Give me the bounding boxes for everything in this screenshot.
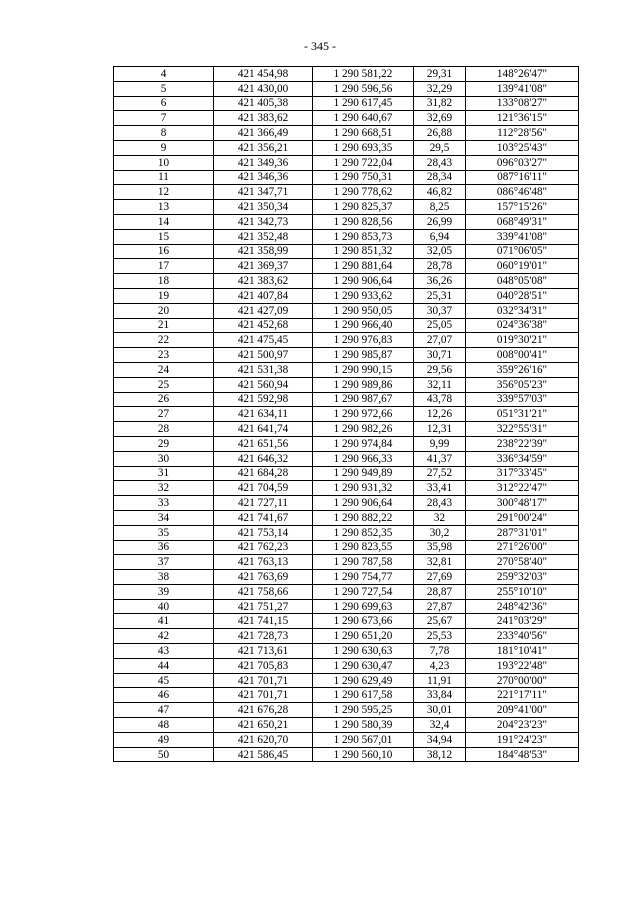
distance-cell: 25,05 bbox=[414, 318, 466, 333]
point-number-cell: 14 bbox=[114, 214, 214, 229]
x-coordinate-cell: 421 349,36 bbox=[214, 155, 313, 170]
x-coordinate-cell: 421 592,98 bbox=[214, 392, 313, 407]
x-coordinate-cell: 421 346,36 bbox=[214, 170, 313, 185]
table-row bbox=[114, 362, 579, 377]
distance-cell: 41,37 bbox=[414, 451, 466, 466]
y-coordinate-cell: 1 290 828,56 bbox=[313, 214, 414, 229]
x-coordinate-cell: 421 452,68 bbox=[214, 318, 313, 333]
x-coordinate-cell: 421 531,38 bbox=[214, 362, 313, 377]
point-number-cell: 35 bbox=[114, 525, 214, 540]
x-coordinate-cell: 421 405,38 bbox=[214, 96, 313, 111]
y-coordinate-cell: 1 290 989,86 bbox=[313, 377, 414, 392]
y-coordinate-cell: 1 290 640,67 bbox=[313, 111, 414, 126]
table-row bbox=[114, 170, 579, 185]
bearing-cell: 233°40'56" bbox=[466, 629, 579, 644]
bearing-cell: 051°31'21" bbox=[466, 407, 579, 422]
point-number-cell: 36 bbox=[114, 540, 214, 555]
bearing-cell: 087°16'11" bbox=[466, 170, 579, 185]
table-row bbox=[114, 333, 579, 348]
distance-cell: 27,52 bbox=[414, 466, 466, 481]
x-coordinate-cell: 421 352,48 bbox=[214, 229, 313, 244]
bearing-cell: 322°55'31" bbox=[466, 422, 579, 437]
point-number-cell: 9 bbox=[114, 140, 214, 155]
x-coordinate-cell: 421 763,13 bbox=[214, 555, 313, 570]
y-coordinate-cell: 1 290 596,56 bbox=[313, 81, 414, 96]
y-coordinate-cell: 1 290 630,63 bbox=[313, 644, 414, 659]
y-coordinate-cell: 1 290 630,47 bbox=[313, 658, 414, 673]
point-number-cell: 6 bbox=[114, 96, 214, 111]
table-row bbox=[114, 732, 579, 747]
point-number-cell: 26 bbox=[114, 392, 214, 407]
x-coordinate-cell: 421 705,83 bbox=[214, 658, 313, 673]
distance-cell: 9,99 bbox=[414, 436, 466, 451]
table-row bbox=[114, 525, 579, 540]
table-row bbox=[114, 244, 579, 259]
distance-cell: 33,84 bbox=[414, 688, 466, 703]
table-row bbox=[114, 510, 579, 525]
table-row bbox=[114, 718, 579, 733]
table-row bbox=[114, 599, 579, 614]
bearing-cell: 048°05'08" bbox=[466, 274, 579, 289]
distance-cell: 7,78 bbox=[414, 644, 466, 659]
y-coordinate-cell: 1 290 787,58 bbox=[313, 555, 414, 570]
y-coordinate-cell: 1 290 974,84 bbox=[313, 436, 414, 451]
point-number-cell: 15 bbox=[114, 229, 214, 244]
y-coordinate-cell: 1 290 727,54 bbox=[313, 584, 414, 599]
bearing-cell: 157°15'26" bbox=[466, 200, 579, 215]
distance-cell: 28,78 bbox=[414, 259, 466, 274]
y-coordinate-cell: 1 290 906,64 bbox=[313, 274, 414, 289]
point-number-cell: 42 bbox=[114, 629, 214, 644]
point-number-cell: 13 bbox=[114, 200, 214, 215]
table-row bbox=[114, 703, 579, 718]
bearing-cell: 209°41'00" bbox=[466, 703, 579, 718]
point-number-cell: 32 bbox=[114, 481, 214, 496]
bearing-cell: 270°58'40" bbox=[466, 555, 579, 570]
x-coordinate-cell: 421 586,45 bbox=[214, 747, 313, 762]
y-coordinate-cell: 1 290 990,15 bbox=[313, 362, 414, 377]
point-number-cell: 34 bbox=[114, 510, 214, 525]
table-row bbox=[114, 629, 579, 644]
distance-cell: 29,31 bbox=[414, 67, 466, 82]
point-number-cell: 5 bbox=[114, 81, 214, 96]
bearing-cell: 191°24'23" bbox=[466, 732, 579, 747]
bearing-cell: 300°48'17" bbox=[466, 496, 579, 511]
bearing-cell: 339°41'08" bbox=[466, 229, 579, 244]
x-coordinate-cell: 421 427,09 bbox=[214, 303, 313, 318]
bearing-cell: 241°03'29" bbox=[466, 614, 579, 629]
distance-cell: 25,67 bbox=[414, 614, 466, 629]
point-number-cell: 39 bbox=[114, 584, 214, 599]
y-coordinate-cell: 1 290 750,31 bbox=[313, 170, 414, 185]
y-coordinate-cell: 1 290 931,32 bbox=[313, 481, 414, 496]
point-number-cell: 29 bbox=[114, 436, 214, 451]
table-row bbox=[114, 644, 579, 659]
bearing-cell: 181°10'41" bbox=[466, 644, 579, 659]
bearing-cell: 086°46'48" bbox=[466, 185, 579, 200]
x-coordinate-cell: 421 701,71 bbox=[214, 688, 313, 703]
point-number-cell: 12 bbox=[114, 185, 214, 200]
distance-cell: 30,2 bbox=[414, 525, 466, 540]
distance-cell: 43,78 bbox=[414, 392, 466, 407]
y-coordinate-cell: 1 290 693,35 bbox=[313, 140, 414, 155]
x-coordinate-cell: 421 728,73 bbox=[214, 629, 313, 644]
bearing-cell: 291°00'24" bbox=[466, 510, 579, 525]
y-coordinate-cell: 1 290 853,73 bbox=[313, 229, 414, 244]
bearing-cell: 259°32'03" bbox=[466, 570, 579, 585]
table-row bbox=[114, 185, 579, 200]
distance-cell: 33,41 bbox=[414, 481, 466, 496]
x-coordinate-cell: 421 383,62 bbox=[214, 111, 313, 126]
table-row bbox=[114, 81, 579, 96]
y-coordinate-cell: 1 290 699,63 bbox=[313, 599, 414, 614]
point-number-cell: 4 bbox=[114, 67, 214, 82]
distance-cell: 30,71 bbox=[414, 348, 466, 363]
page-number: - 345 - bbox=[304, 39, 336, 53]
y-coordinate-cell: 1 290 580,39 bbox=[313, 718, 414, 733]
y-coordinate-cell: 1 290 966,33 bbox=[313, 451, 414, 466]
y-coordinate-cell: 1 290 882,22 bbox=[313, 510, 414, 525]
bearing-cell: 008°00'41" bbox=[466, 348, 579, 363]
table-row bbox=[114, 274, 579, 289]
x-coordinate-cell: 421 634,11 bbox=[214, 407, 313, 422]
distance-cell: 28,43 bbox=[414, 496, 466, 511]
table-row bbox=[114, 747, 579, 762]
table-row bbox=[114, 570, 579, 585]
y-coordinate-cell: 1 290 825,37 bbox=[313, 200, 414, 215]
point-number-cell: 25 bbox=[114, 377, 214, 392]
table-row bbox=[114, 67, 579, 82]
point-number-cell: 11 bbox=[114, 170, 214, 185]
x-coordinate-cell: 421 475,45 bbox=[214, 333, 313, 348]
distance-cell: 27,87 bbox=[414, 599, 466, 614]
x-coordinate-cell: 421 650,21 bbox=[214, 718, 313, 733]
point-number-cell: 48 bbox=[114, 718, 214, 733]
point-number-cell: 21 bbox=[114, 318, 214, 333]
point-number-cell: 40 bbox=[114, 599, 214, 614]
y-coordinate-cell: 1 290 595,25 bbox=[313, 703, 414, 718]
table-row bbox=[114, 214, 579, 229]
x-coordinate-cell: 421 347,71 bbox=[214, 185, 313, 200]
point-number-cell: 30 bbox=[114, 451, 214, 466]
table-row bbox=[114, 200, 579, 215]
distance-cell: 28,34 bbox=[414, 170, 466, 185]
table-row bbox=[114, 422, 579, 437]
distance-cell: 4,23 bbox=[414, 658, 466, 673]
table-row bbox=[114, 96, 579, 111]
distance-cell: 31,82 bbox=[414, 96, 466, 111]
bearing-cell: 356°05'23" bbox=[466, 377, 579, 392]
bearing-cell: 287°31'01" bbox=[466, 525, 579, 540]
point-number-cell: 19 bbox=[114, 288, 214, 303]
x-coordinate-cell: 421 713,61 bbox=[214, 644, 313, 659]
point-number-cell: 8 bbox=[114, 126, 214, 141]
table-row bbox=[114, 303, 579, 318]
point-number-cell: 31 bbox=[114, 466, 214, 481]
point-number-cell: 7 bbox=[114, 111, 214, 126]
x-coordinate-cell: 421 342,73 bbox=[214, 214, 313, 229]
distance-cell: 36,26 bbox=[414, 274, 466, 289]
table-row bbox=[114, 229, 579, 244]
x-coordinate-cell: 421 701,71 bbox=[214, 673, 313, 688]
bearing-cell: 248°42'36" bbox=[466, 599, 579, 614]
x-coordinate-cell: 421 358,99 bbox=[214, 244, 313, 259]
bearing-cell: 270°00'00" bbox=[466, 673, 579, 688]
x-coordinate-cell: 421 727,11 bbox=[214, 496, 313, 511]
distance-cell: 28,43 bbox=[414, 155, 466, 170]
x-coordinate-cell: 421 366,49 bbox=[214, 126, 313, 141]
point-number-cell: 37 bbox=[114, 555, 214, 570]
y-coordinate-cell: 1 290 823,55 bbox=[313, 540, 414, 555]
table-body bbox=[114, 67, 579, 762]
table-row bbox=[114, 658, 579, 673]
y-coordinate-cell: 1 290 982,26 bbox=[313, 422, 414, 437]
bearing-cell: 040°28'51" bbox=[466, 288, 579, 303]
distance-cell: 32,29 bbox=[414, 81, 466, 96]
point-number-cell: 22 bbox=[114, 333, 214, 348]
point-number-cell: 41 bbox=[114, 614, 214, 629]
y-coordinate-cell: 1 290 950,05 bbox=[313, 303, 414, 318]
distance-cell: 32 bbox=[414, 510, 466, 525]
table-row bbox=[114, 584, 579, 599]
bearing-cell: 336°34'59" bbox=[466, 451, 579, 466]
x-coordinate-cell: 421 350,34 bbox=[214, 200, 313, 215]
distance-cell: 30,01 bbox=[414, 703, 466, 718]
y-coordinate-cell: 1 290 972,66 bbox=[313, 407, 414, 422]
y-coordinate-cell: 1 290 617,45 bbox=[313, 96, 414, 111]
table-row bbox=[114, 614, 579, 629]
table-row bbox=[114, 466, 579, 481]
bearing-cell: 255°10'10" bbox=[466, 584, 579, 599]
distance-cell: 6,94 bbox=[414, 229, 466, 244]
y-coordinate-cell: 1 290 933,62 bbox=[313, 288, 414, 303]
distance-cell: 25,31 bbox=[414, 288, 466, 303]
table-row bbox=[114, 140, 579, 155]
point-number-cell: 43 bbox=[114, 644, 214, 659]
x-coordinate-cell: 421 758,66 bbox=[214, 584, 313, 599]
y-coordinate-cell: 1 290 985,87 bbox=[313, 348, 414, 363]
table-row bbox=[114, 111, 579, 126]
y-coordinate-cell: 1 290 852,35 bbox=[313, 525, 414, 540]
x-coordinate-cell: 421 620,70 bbox=[214, 732, 313, 747]
point-number-cell: 20 bbox=[114, 303, 214, 318]
table-row bbox=[114, 496, 579, 511]
y-coordinate-cell: 1 290 651,20 bbox=[313, 629, 414, 644]
table-row bbox=[114, 348, 579, 363]
bearing-cell: 032°34'31" bbox=[466, 303, 579, 318]
x-coordinate-cell: 421 762,23 bbox=[214, 540, 313, 555]
bearing-cell: 068°49'31" bbox=[466, 214, 579, 229]
distance-cell: 27,07 bbox=[414, 333, 466, 348]
bearing-cell: 096°03'27" bbox=[466, 155, 579, 170]
distance-cell: 12,31 bbox=[414, 422, 466, 437]
y-coordinate-cell: 1 290 976,83 bbox=[313, 333, 414, 348]
bearing-cell: 238°22'39" bbox=[466, 436, 579, 451]
distance-cell: 32,69 bbox=[414, 111, 466, 126]
distance-cell: 8,25 bbox=[414, 200, 466, 215]
distance-cell: 11,91 bbox=[414, 673, 466, 688]
point-number-cell: 47 bbox=[114, 703, 214, 718]
bearing-cell: 317°33'45" bbox=[466, 466, 579, 481]
point-number-cell: 33 bbox=[114, 496, 214, 511]
point-number-cell: 23 bbox=[114, 348, 214, 363]
distance-cell: 34,94 bbox=[414, 732, 466, 747]
y-coordinate-cell: 1 290 673,66 bbox=[313, 614, 414, 629]
x-coordinate-cell: 421 500,97 bbox=[214, 348, 313, 363]
x-coordinate-cell: 421 383,62 bbox=[214, 274, 313, 289]
y-coordinate-cell: 1 290 560,10 bbox=[313, 747, 414, 762]
table-row bbox=[114, 155, 579, 170]
table-row bbox=[114, 555, 579, 570]
table-row bbox=[114, 318, 579, 333]
x-coordinate-cell: 421 369,37 bbox=[214, 259, 313, 274]
bearing-cell: 019°30'21" bbox=[466, 333, 579, 348]
x-coordinate-cell: 421 741,67 bbox=[214, 510, 313, 525]
x-coordinate-cell: 421 676,28 bbox=[214, 703, 313, 718]
bearing-cell: 312°22'47" bbox=[466, 481, 579, 496]
table-row bbox=[114, 126, 579, 141]
x-coordinate-cell: 421 704,59 bbox=[214, 481, 313, 496]
point-number-cell: 28 bbox=[114, 422, 214, 437]
coordinates-table bbox=[113, 66, 579, 762]
distance-cell: 29,5 bbox=[414, 140, 466, 155]
distance-cell: 29,56 bbox=[414, 362, 466, 377]
distance-cell: 32,11 bbox=[414, 377, 466, 392]
x-coordinate-cell: 421 751,27 bbox=[214, 599, 313, 614]
point-number-cell: 10 bbox=[114, 155, 214, 170]
point-number-cell: 50 bbox=[114, 747, 214, 762]
table-row bbox=[114, 688, 579, 703]
distance-cell: 27,69 bbox=[414, 570, 466, 585]
y-coordinate-cell: 1 290 966,40 bbox=[313, 318, 414, 333]
table-row bbox=[114, 481, 579, 496]
x-coordinate-cell: 421 560,94 bbox=[214, 377, 313, 392]
table-row bbox=[114, 673, 579, 688]
bearing-cell: 193°22'48" bbox=[466, 658, 579, 673]
y-coordinate-cell: 1 290 617,58 bbox=[313, 688, 414, 703]
bearing-cell: 103°25'43" bbox=[466, 140, 579, 155]
table-row bbox=[114, 407, 579, 422]
table-row bbox=[114, 288, 579, 303]
y-coordinate-cell: 1 290 567,01 bbox=[313, 732, 414, 747]
x-coordinate-cell: 421 356,21 bbox=[214, 140, 313, 155]
y-coordinate-cell: 1 290 987,67 bbox=[313, 392, 414, 407]
bearing-cell: 121°36'15" bbox=[466, 111, 579, 126]
y-coordinate-cell: 1 290 754,77 bbox=[313, 570, 414, 585]
x-coordinate-cell: 421 454,98 bbox=[214, 67, 313, 82]
x-coordinate-cell: 421 407,84 bbox=[214, 288, 313, 303]
x-coordinate-cell: 421 763,69 bbox=[214, 570, 313, 585]
distance-cell: 30,37 bbox=[414, 303, 466, 318]
y-coordinate-cell: 1 290 881,64 bbox=[313, 259, 414, 274]
bearing-cell: 112°28'56" bbox=[466, 126, 579, 141]
point-number-cell: 18 bbox=[114, 274, 214, 289]
y-coordinate-cell: 1 290 668,51 bbox=[313, 126, 414, 141]
bearing-cell: 339°57'03" bbox=[466, 392, 579, 407]
x-coordinate-cell: 421 753,14 bbox=[214, 525, 313, 540]
x-coordinate-cell: 421 430,00 bbox=[214, 81, 313, 96]
distance-cell: 12,26 bbox=[414, 407, 466, 422]
distance-cell: 25,53 bbox=[414, 629, 466, 644]
bearing-cell: 024°36'38" bbox=[466, 318, 579, 333]
y-coordinate-cell: 1 290 851,32 bbox=[313, 244, 414, 259]
point-number-cell: 17 bbox=[114, 259, 214, 274]
point-number-cell: 38 bbox=[114, 570, 214, 585]
bearing-cell: 221°17'11" bbox=[466, 688, 579, 703]
bearing-cell: 060°19'01" bbox=[466, 259, 579, 274]
table-row bbox=[114, 436, 579, 451]
point-number-cell: 49 bbox=[114, 732, 214, 747]
distance-cell: 32,4 bbox=[414, 718, 466, 733]
point-number-cell: 16 bbox=[114, 244, 214, 259]
table-row bbox=[114, 259, 579, 274]
point-number-cell: 27 bbox=[114, 407, 214, 422]
distance-cell: 26,99 bbox=[414, 214, 466, 229]
point-number-cell: 46 bbox=[114, 688, 214, 703]
bearing-cell: 071°06'05" bbox=[466, 244, 579, 259]
distance-cell: 46,82 bbox=[414, 185, 466, 200]
bearing-cell: 148°26'47" bbox=[466, 67, 579, 82]
distance-cell: 35,98 bbox=[414, 540, 466, 555]
table-row bbox=[114, 392, 579, 407]
x-coordinate-cell: 421 641,74 bbox=[214, 422, 313, 437]
bearing-cell: 184°48'53" bbox=[466, 747, 579, 762]
point-number-cell: 44 bbox=[114, 658, 214, 673]
x-coordinate-cell: 421 741,15 bbox=[214, 614, 313, 629]
bearing-cell: 271°26'00" bbox=[466, 540, 579, 555]
y-coordinate-cell: 1 290 906,64 bbox=[313, 496, 414, 511]
x-coordinate-cell: 421 684,28 bbox=[214, 466, 313, 481]
point-number-cell: 24 bbox=[114, 362, 214, 377]
bearing-cell: 139°41'08" bbox=[466, 81, 579, 96]
distance-cell: 38,12 bbox=[414, 747, 466, 762]
x-coordinate-cell: 421 651,56 bbox=[214, 436, 313, 451]
y-coordinate-cell: 1 290 629,49 bbox=[313, 673, 414, 688]
y-coordinate-cell: 1 290 722,04 bbox=[313, 155, 414, 170]
bearing-cell: 359°26'16" bbox=[466, 362, 579, 377]
x-coordinate-cell: 421 646,32 bbox=[214, 451, 313, 466]
bearing-cell: 133°08'27" bbox=[466, 96, 579, 111]
table-row bbox=[114, 377, 579, 392]
distance-cell: 26,88 bbox=[414, 126, 466, 141]
table-row bbox=[114, 540, 579, 555]
y-coordinate-cell: 1 290 581,22 bbox=[313, 67, 414, 82]
table-row bbox=[114, 451, 579, 466]
distance-cell: 32,81 bbox=[414, 555, 466, 570]
y-coordinate-cell: 1 290 949,89 bbox=[313, 466, 414, 481]
distance-cell: 32,05 bbox=[414, 244, 466, 259]
distance-cell: 28,87 bbox=[414, 584, 466, 599]
y-coordinate-cell: 1 290 778,62 bbox=[313, 185, 414, 200]
point-number-cell: 45 bbox=[114, 673, 214, 688]
bearing-cell: 204°23'23" bbox=[466, 718, 579, 733]
